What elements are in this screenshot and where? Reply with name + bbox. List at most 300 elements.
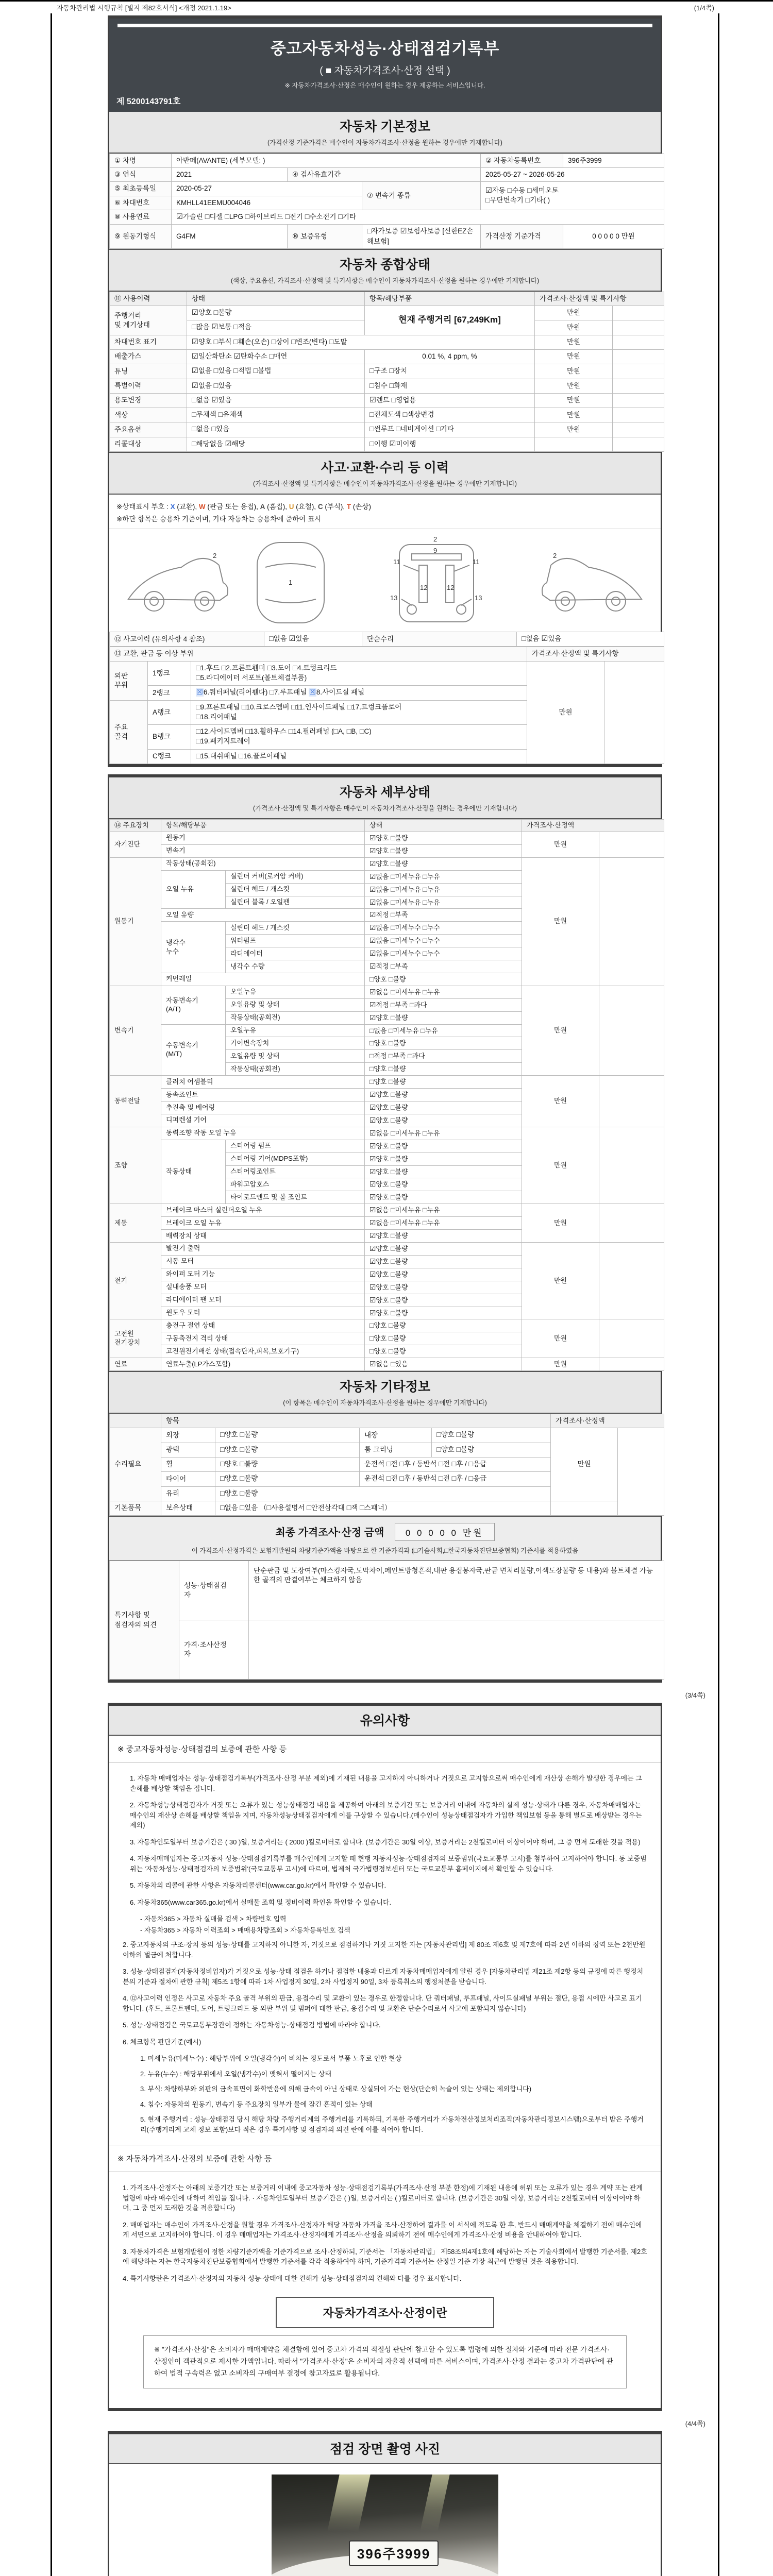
table-cell: 만원 — [522, 1127, 599, 1204]
notice-item: 4. 자동차매매업자는 중고자동차 성능·상태점검기록부를 매수인에게 고지할 때 현행 자동차성능·상태점검자의 보증범위(국토교통부 고시)를 첨부하여 고지하여야 합니다. 동 보증범위는 '자동차성능·상태점검자의 보증범위'(국토교통부 고시)에 따르며, 법제처 국가법령정보센터 또는 국토교통부 홈페이지에서 확인할 수 있습니다. — [130, 1855, 647, 1873]
table-cell: 2021 — [172, 168, 288, 182]
table-cell: 특별이력 — [110, 379, 187, 393]
empty-checkbox: □ — [245, 727, 250, 736]
table-cell: ☑양호 □불량 — [365, 1165, 522, 1178]
block-page1 — [108, 15, 662, 767]
table-cell: 유리 — [161, 1486, 215, 1501]
table-cell: 작동상태 — [161, 1140, 226, 1204]
notice-criteria-item: 4. 침수: 자동차의 원동기, 변속기 등 주요장치 일부가 물에 잠긴 흔적이 있는 상태 — [140, 2100, 373, 2108]
table-cell: 가격·조사산정 자 — [179, 1620, 249, 1680]
mark-t: T — [346, 503, 351, 511]
table-cell: □12.사이드멤버 □13.휠하우스 □14.필러패널 (□A, □B, □C) □19.패키지트레이 — [191, 725, 527, 750]
checked-checkbox: ☑ — [369, 1360, 376, 1368]
empty-checkbox: □ — [391, 1155, 395, 1163]
table-cell: □적정 □부족 □과다 — [365, 1050, 522, 1063]
empty-checkbox: □ — [291, 337, 296, 346]
checked-checkbox: ☑ — [192, 308, 198, 317]
table-cell — [613, 306, 664, 320]
section-title: 자동차 세부상태 — [340, 785, 430, 800]
notice-item: 4. ⑫사고이력 인정은 사고로 자동차 주요 골격 부위의 판금, 용접수리 및 교환이 있는 경우로 한정합니다. 단 쿼터패널, 루프패널, 사이드실패널 부위는 절단, 용접 시에만 사고로 표기합니다. (후드, 프론트펜더, 도어, 트렁크리드 등 외판 부위 및 범퍼에 대한 판금, 용접수리 및 교환은 단순수리로서 사고에 포함되지 않습니다) — [123, 1994, 642, 2012]
empty-checkbox: □ — [389, 1347, 393, 1355]
legend-line-1 — [116, 501, 653, 511]
checked-checkbox: ☑ — [211, 396, 219, 404]
table-cell: □무채색 □유채색 — [187, 408, 365, 422]
empty-checkbox: □ — [391, 1091, 395, 1099]
table-cell: □없음 ☑있음 — [517, 632, 664, 647]
table-cell: 가격산정 기준가격 — [481, 225, 563, 249]
price-survey-definition — [143, 2297, 627, 2388]
table-cell: 작동상태(공회전) — [161, 857, 365, 870]
table-cell: ☑없음 □미세누수 □누수 — [365, 922, 522, 935]
table-cell: 스티어링 펌프 — [226, 1140, 365, 1153]
notice-item: 3. 자동차가격은 보험개발원이 정한 차량기준가액을 기준가격으로 조사·산정하되, 기준서는 「자동차관리법」 제58조의4제1호에 해당하는 자는 기술사회에서 발행한 기준서를, 제2호에 해당하는 자는 한국자동차진단보증협회에서 발행한 기준서를 각각 적용하여야 하며, 기준가격과 기준서는 산정일 기준 가장 최근에 발행된 것을 적용합니다. — [123, 2247, 647, 2266]
empty-checkbox: □ — [369, 1052, 374, 1060]
x-marked-checkbox: ☒ — [309, 688, 316, 697]
checked-checkbox: ☑ — [369, 834, 376, 842]
damage-parts-table — [109, 647, 661, 764]
table-cell: □양호 □불량 — [365, 1319, 522, 1332]
document-page — [51, 13, 719, 2576]
table-cell: 오일누유 — [226, 986, 365, 998]
table-cell: ⑦ 변속기 종류 — [362, 182, 481, 210]
empty-checkbox: □ — [389, 381, 394, 390]
block-page2 — [108, 774, 662, 1683]
table-cell: ☑적정 □부족 — [365, 960, 522, 973]
page-indicator-1: (1/4쪽) — [694, 4, 714, 12]
mark-w-desc: (판금 또는 용접), — [205, 503, 260, 511]
page-indicator-4: (4/4쪽) — [685, 2419, 705, 2428]
table-cell: □양호 □불량 — [432, 1443, 551, 1457]
table-cell: ☑양호 □불량 — [365, 1294, 522, 1307]
table-cell: ⑧ 사용연료 — [110, 210, 172, 224]
notice-item: 2. 중고자동차의 구조·장치 등의 성능·상태를 고지하지 아니한 자, 거짓으로 점검하거나 거짓 고지한 자는 [자동차관리법] 제 80조 제6호 및 제7호에 따라 2년 이하의 징역 또는 2천만원 이하의 벌금에 처합니다. — [123, 1941, 646, 1959]
checked-checkbox: ☑ — [369, 846, 376, 855]
top-border — [0, 0, 773, 2]
table-cell: 외장 — [161, 1428, 215, 1443]
table-cell — [599, 857, 664, 986]
empty-checkbox: □ — [211, 425, 216, 434]
table-cell: □침수 □화재 — [365, 379, 535, 393]
table-cell: ⑩ 보증유형 — [288, 225, 362, 249]
diagram-number: 2 — [433, 535, 438, 544]
diagram-number: 1 — [289, 579, 293, 587]
table-cell: 전기 — [110, 1242, 161, 1319]
document-number: 제 5200143791호 — [116, 97, 181, 106]
table-cell — [604, 661, 664, 764]
table-cell: 만원 — [535, 379, 613, 393]
table-cell: 윈도우 모터 — [161, 1307, 365, 1319]
mark-x: X — [170, 503, 175, 511]
empty-checkbox: □ — [391, 1180, 395, 1189]
mark-a-desc: (흠집), — [265, 503, 289, 511]
checked-checkbox: ☑ — [192, 352, 198, 361]
empty-checkbox: □ — [205, 212, 210, 221]
table-cell: ☑양호 □불량 — [365, 1255, 522, 1268]
table-cell: 성능·상태점검 자 — [179, 1561, 249, 1620]
table-cell: ☑없음 □미세누유 □누유 — [365, 870, 522, 883]
table-cell: 실린더 헤드 / 개스킷 — [226, 883, 365, 896]
checked-checkbox: ☑ — [389, 439, 396, 448]
table-cell: 조향 — [110, 1127, 161, 1204]
table-cell — [613, 379, 664, 393]
table-cell: B랭크 — [148, 725, 191, 750]
table-cell — [599, 1242, 664, 1319]
table-cell: 파워고압호스 — [226, 1178, 365, 1191]
table-cell: ☑양호 □불량 — [365, 1114, 522, 1127]
checked-checkbox: ☑ — [369, 1001, 376, 1009]
section-comprehensive-title — [109, 249, 661, 292]
empty-checkbox: □ — [423, 885, 427, 893]
section-title: 자동차 기본정보 — [340, 120, 430, 134]
table-cell: ☑가솔린 □디젤 □LPG □하이브리드 □전기 □수소전기 □기타 — [172, 210, 664, 224]
inspection-photo-front — [272, 2475, 498, 2576]
empty-checkbox: □ — [369, 367, 374, 376]
empty-checkbox: □ — [423, 1206, 427, 1214]
empty-checkbox: □ — [391, 950, 395, 958]
table-cell: 2랭크 — [148, 686, 191, 700]
notice-heading-c: ※ 자동차가격조사·산정의 보증에 관한 사항 등 — [109, 2145, 661, 2172]
header-stripe — [117, 24, 652, 27]
table-cell: 운전석 □전 □후 / 동반석 □전 □후 / □응급 — [360, 1472, 551, 1486]
empty-checkbox: □ — [213, 367, 219, 376]
empty-checkbox: □ — [240, 1503, 245, 1512]
section-subtitle: (가격산정 기준가격은 매수인이 자동차가격조사·산정을 원하는 경우에만 기재합니다) — [267, 139, 502, 146]
section-title: 점검 장면 촬영 사진 — [329, 2442, 441, 2456]
empty-checkbox: □ — [439, 1475, 443, 1483]
table-cell: 고전원 전기장치 — [110, 1319, 161, 1358]
empty-checkbox: □ — [525, 196, 530, 205]
table-cell: 연료누출(LP가스포함) — [161, 1358, 365, 1371]
table-cell: 튜닝 — [110, 364, 187, 379]
empty-checkbox: □ — [192, 425, 196, 434]
checked-checkbox: ☑ — [369, 1244, 376, 1252]
table-cell: ☑없음 □있음 — [365, 1358, 522, 1371]
table-cell: □양호 □불량 — [432, 1428, 551, 1443]
form-reference: 자동차관리법 시행규칙 [별지 제82호서식] <개정 2021.1.19> — [57, 4, 231, 12]
table-cell: ☑양호 □불량 — [365, 1178, 522, 1191]
table-cell: □전체도색 □색상변경 — [365, 408, 535, 422]
notice-item: 6. 자동차365(www.car365.go.kr)에서 실매물 조회 및 정비이력 확인을 확인할 수 있습니다. — [130, 1898, 392, 1906]
empty-checkbox: □ — [391, 859, 395, 868]
table-cell: 스티어링 기어(MDPS포함) — [226, 1153, 365, 1165]
empty-checkbox: □ — [241, 703, 246, 711]
table-cell: 추진축 및 베어링 — [161, 1101, 365, 1114]
table-cell: 항목/해당부품 — [161, 820, 365, 832]
table-cell: 만원 — [535, 320, 613, 335]
empty-checkbox: □ — [391, 1104, 395, 1112]
checked-checkbox: ☑ — [369, 1283, 376, 1291]
empty-checkbox: □ — [391, 1270, 395, 1278]
empty-checkbox: □ — [468, 1475, 474, 1483]
table-cell: 광택 — [161, 1443, 215, 1457]
table-cell: ☑없음 □미세누유 □누유 — [365, 986, 522, 998]
table-cell: ⑨ 원동기형식 — [110, 225, 172, 249]
section-basic-title — [109, 112, 661, 154]
table-cell: □없음 □있음 — [187, 422, 365, 437]
notice-item: 2. 자동차성능상태점검자가 거짓 또는 오류가 있는 성능상태점검 내용을 제공하여 아래의 보증기간 또는 보증거리 이내에 자동차의 실제 성능·상태가 다른 경우, 자동차매매업자는 매수인의 재산상 손해를 배상할 책임을 지며, 자동차성능상태점검자에게 이를 구상할 수 있습니다.(매수인이 성능상태점검자가 가입한 책임보험 등을 통해 별도로 배상받는 경우는 제외) — [130, 1801, 642, 1829]
checked-checkbox: ☑ — [369, 1104, 376, 1112]
notice-sub-item: - 자동차365 > 자동차 실매물 검색 > 차량번호 입력 — [140, 1915, 287, 1923]
table-cell: 실린더 커버(로커암 커버) — [226, 870, 365, 883]
empty-checkbox: □ — [192, 323, 196, 332]
empty-checkbox: □ — [391, 1167, 395, 1176]
empty-checkbox: □ — [396, 425, 401, 434]
table-cell: 만원 — [535, 349, 613, 364]
empty-checkbox: □ — [369, 411, 374, 419]
empty-checkbox: □ — [391, 1232, 395, 1240]
empty-checkbox: □ — [391, 872, 395, 880]
table-cell: □양호 □불량 — [365, 1332, 522, 1345]
diagram-number: 12 — [420, 584, 428, 592]
table-cell: 실내송풍 모터 — [161, 1281, 365, 1294]
table-cell: ☑양호 □불량 — [187, 306, 365, 320]
empty-checkbox: □ — [391, 1129, 395, 1137]
meta-row — [57, 3, 714, 12]
license-plate: 396주3999 — [349, 2540, 439, 2566]
table-cell: 자동변속기 (A/T) — [161, 986, 226, 1024]
empty-checkbox: □ — [485, 196, 490, 205]
legend-prefix: ※상태표시 부호 : — [116, 503, 171, 511]
notice-item: 5. 성능·상태점검은 국토교통부장관이 정하는 자동차성능·상태점검 방법에 따라야 합니다. — [123, 2021, 381, 2029]
section-subtitle: (이 항목은 매수인이 자동차가격조사·산정을 원하는 경우에만 기재합니다) — [283, 1399, 487, 1407]
empty-checkbox: □ — [270, 688, 274, 697]
table-cell: 만원 — [535, 364, 613, 379]
table-cell: ☑없음 □미세누수 □누수 — [365, 947, 522, 960]
mark-u-desc: (요철), — [294, 503, 318, 511]
empty-checkbox: □ — [391, 988, 395, 996]
table-cell: 만원 — [522, 1358, 599, 1371]
mark-w: W — [198, 503, 206, 511]
empty-checkbox: □ — [196, 737, 200, 746]
table-cell: 색상 — [110, 408, 187, 422]
empty-checkbox: □ — [233, 323, 238, 332]
table-cell — [110, 1414, 161, 1428]
checked-checkbox: ☑ — [369, 1180, 376, 1189]
checked-checkbox: ☑ — [369, 1309, 376, 1317]
empty-checkbox: □ — [369, 425, 374, 434]
empty-checkbox: □ — [196, 752, 200, 760]
table-cell: □없음 □있음 （□사용설명서 □안전삼각대 □잭 □스패너） — [215, 1501, 551, 1515]
section-subtitle: (색상, 주요옵션, 가격조사·산정액 및 특기사항은 매수인이 자동차가격조사·산정을 원하는 경우에만 기재합니다) — [230, 277, 540, 284]
table-cell: 라디에이터 — [226, 947, 365, 960]
table-cell: 만원 — [535, 393, 613, 408]
diagram-number: 2 — [553, 552, 557, 560]
empty-checkbox: □ — [220, 1460, 225, 1468]
table-cell: □양호 □불량 — [215, 1486, 551, 1501]
checked-checkbox: ☑ — [233, 352, 241, 361]
table-cell: □15.대쉬패널 □16.플로어패널 — [191, 749, 527, 764]
empty-checkbox: □ — [271, 337, 276, 346]
table-cell: □양호 □불량 — [365, 1063, 522, 1076]
checked-checkbox: ☑ — [225, 439, 232, 448]
empty-checkbox: □ — [245, 212, 250, 221]
table-cell: 배출가스 — [110, 349, 187, 364]
empty-checkbox: □ — [391, 1283, 395, 1291]
notice-body-a — [109, 1762, 661, 2145]
table-cell: 만원 — [527, 661, 604, 764]
empty-checkbox: □ — [391, 1206, 395, 1214]
empty-checkbox: □ — [391, 885, 395, 893]
empty-checkbox: □ — [220, 1431, 225, 1439]
empty-checkbox: □ — [391, 911, 395, 919]
empty-checkbox: □ — [391, 1244, 395, 1252]
empty-checkbox: □ — [288, 727, 293, 736]
table-cell: 변속기 — [161, 844, 365, 857]
checked-checkbox: ☑ — [369, 911, 376, 919]
checked-checkbox: ☑ — [192, 367, 198, 376]
table-cell: ☑자동 □수동 □세미오토 □무단변속기 □기타( ) — [481, 182, 664, 210]
empty-checkbox: □ — [293, 664, 297, 672]
table-cell: ☑양호 □불량 — [365, 844, 522, 857]
empty-checkbox: □ — [369, 381, 374, 390]
empty-checkbox: □ — [369, 1065, 374, 1073]
empty-checkbox: □ — [391, 898, 395, 906]
empty-checkbox: □ — [423, 924, 427, 932]
empty-checkbox: □ — [369, 439, 374, 448]
table-cell — [613, 393, 664, 408]
table-cell: □9.프론트패널 □10.크로스멤버 □11.인사이드패널 □17.트렁크플로어 □18.리어패널 — [191, 700, 527, 725]
table-cell: 특기사항 및 점검자의 의견 — [110, 1561, 179, 1680]
empty-checkbox: □ — [391, 924, 395, 932]
empty-checkbox: □ — [386, 1475, 391, 1483]
table-cell: ☑없음 □있음 — [187, 379, 365, 393]
table-cell: A랭크 — [148, 700, 191, 725]
empty-checkbox: □ — [391, 937, 395, 945]
photo-glare — [420, 2475, 449, 2531]
notice-item: 2. 매매업자는 매수인이 가격조사·산정을 원할 경우 가격조사·산정자가 해당 자동차 가격을 조사·산정하여 결과를 이 서식에 적도록 한 후, 반드시 매매계약을 체결하기 전에 매수인에게 서면으로 고지하여야 합니다. 이 경우 매매업자는 가격조사·산정자에게 가격조사·산정을 의뢰하기 전에 매수인에게 가격조사·산정 비용을 안내하여야 합니다. — [123, 2221, 642, 2239]
checked-checkbox: ☑ — [369, 988, 376, 996]
table-cell: □양호 □불량 — [365, 1345, 522, 1358]
block-photos-sign — [108, 2431, 662, 2576]
checked-checkbox: ☑ — [369, 1219, 376, 1227]
table-cell: ⑤ 최초등록일 — [110, 182, 172, 196]
empty-checkbox: □ — [240, 1445, 245, 1454]
table-cell: ☑없음 □미세누유 □누유 — [365, 883, 522, 896]
table-cell — [613, 364, 664, 379]
checked-checkbox: ☑ — [369, 1091, 376, 1099]
table-cell: 냉각수 수량 — [226, 960, 365, 973]
checked-checkbox: ☑ — [369, 1129, 376, 1137]
empty-checkbox: □ — [369, 1078, 374, 1086]
etc-info-table — [109, 1414, 661, 1516]
table-cell: ☑양호 □불량 — [365, 1140, 522, 1153]
empty-checkbox: □ — [240, 1460, 245, 1468]
section-title: 사고·교환·수리 등 이력 — [321, 461, 449, 476]
table-cell — [613, 437, 664, 451]
price-survey-note: ※ 자동차가격조사·산정은 매수인이 원하는 경우 제공하는 서비스입니다. — [284, 82, 485, 89]
page-indicator-3: (3/4쪽) — [685, 1691, 705, 1700]
table-cell: 실린더 헤드 / 개스킷 — [226, 922, 365, 935]
table-cell: □양호 □불량 — [215, 1457, 360, 1471]
table-cell — [613, 349, 664, 364]
empty-checkbox: □ — [386, 1460, 391, 1468]
empty-checkbox: □ — [399, 1460, 404, 1468]
table-cell: ☑양호 □불량 — [365, 1011, 522, 1024]
checked-checkbox: ☑ — [369, 396, 376, 404]
document-title: 중고자동차성능·상태점검기록부 — [270, 40, 500, 58]
table-cell: ☑없음 □있음 □적법 □불법 — [187, 364, 365, 379]
notice-sub-item: - 자동차365 > 자동차 이력조회 > 매매용차량조회 > 자동차등록번호 검색 — [140, 1926, 350, 1934]
diagram-number: 9 — [433, 547, 438, 555]
price-survey-definition-text: ※ "가격조사·산정"은 소비자가 매매계약을 체결함에 있어 중고차 가격의 적절성 판단에 참고할 수 있도록 법령에 의한 절차와 기준에 따라 전문 가격조사·산정인이 객관적으로 제시한 가액입니다. 따라서 "가격조사·산정"은 소비자의 자율적 선택에 따른 서비스이며, 가격조사·산정 결과는 중고차 가격판단에 관하여 법적 구속력은 없고 소비자의 구매여부 결정에 참고자료로 활용됩니다. — [143, 2335, 627, 2388]
table-cell: □양호 □불량 — [215, 1428, 360, 1443]
empty-checkbox: □ — [436, 1431, 441, 1439]
table-cell: ☑렌트 □영업용 — [365, 393, 535, 408]
mark-x-desc: (교환), — [175, 503, 199, 511]
checked-checkbox: ☑ — [541, 635, 548, 643]
section-title: 자동차 종합상태 — [340, 257, 430, 272]
car-underbody-view — [399, 545, 474, 622]
empty-checkbox: □ — [196, 703, 200, 711]
checked-checkbox: ☑ — [369, 1013, 376, 1022]
empty-checkbox: □ — [221, 664, 226, 672]
diagram-number: 11 — [393, 558, 400, 566]
empty-checkbox: □ — [267, 664, 272, 672]
notice-item: 3. 자동차인도일부터 보증기간은 ( 30 )일, 보증거리는 ( 2000 )킬로미터로 합니다. (보증기간은 30일 이상, 보증거리는 2천킬로미터 이상이어야 하며, 그 중 먼저 도래한 것을 적용) — [130, 1838, 641, 1846]
table-cell: ⑪ 사용이력 — [110, 292, 187, 306]
section-subtitle: (가격조사·산정액 및 특기사항은 매수인이 자동차가격조사·산정을 원하는 경우에만 기재합니다) — [253, 805, 517, 812]
empty-checkbox: □ — [389, 1065, 393, 1073]
table-cell: 연료 — [110, 1358, 161, 1371]
table-cell: 상태 — [187, 292, 365, 306]
table-cell: ☑양호 □불량 — [365, 832, 522, 844]
table-cell: 가격조사·산정액 — [551, 1414, 664, 1428]
table-cell: ☑양호 □불량 — [365, 1101, 522, 1114]
empty-checkbox: □ — [391, 1360, 395, 1368]
empty-checkbox: □ — [329, 337, 334, 346]
table-cell — [599, 1076, 664, 1127]
empty-checkbox: □ — [391, 1309, 395, 1317]
table-cell: □없음 □미세누유 □누유 — [365, 1024, 522, 1037]
empty-checkbox: □ — [367, 227, 372, 236]
table-cell: 수리필요 — [110, 1428, 161, 1501]
table-cell: 만원 — [535, 408, 613, 422]
table-cell — [599, 1319, 664, 1358]
table-cell: 등속죠인트 — [161, 1089, 365, 1101]
empty-checkbox: □ — [423, 988, 427, 996]
table-cell: ② 자동차등록번호 — [481, 154, 563, 168]
table-cell: □많음 ☑보통 □적음 — [187, 320, 365, 335]
table-cell: 주요 골격 — [110, 700, 148, 764]
table-cell: □양호 □불량 — [365, 973, 522, 986]
table-cell — [613, 422, 664, 437]
table-cell: ☑적정 □부족 □과다 — [365, 998, 522, 1011]
empty-checkbox: □ — [456, 1431, 461, 1439]
empty-checkbox: □ — [423, 1219, 427, 1227]
empty-checkbox: □ — [391, 1142, 395, 1150]
final-price-amount: 0 0 0 0 0 만원 — [395, 1523, 495, 1541]
table-cell: 내장 — [360, 1428, 432, 1443]
section-title: 자동차 기타정보 — [340, 1380, 430, 1395]
empty-checkbox: □ — [391, 1193, 395, 1201]
photo-area — [109, 2464, 661, 2576]
table-cell: 단순수리 — [362, 632, 517, 647]
notice-criteria-item: 5. 현재 주행거리 : 성능·상태점검 당시 해당 차량 주행거리계의 주행거리를 기록하되, 기록한 주행거리가 자동차전산정보처리조직(자동차관리정보시스템)으로부터 받은 주행거리(주행거리계 교체 정보 포함)보다 적은 경우 특기사항 및 점검자의 의견 란에 이를 적어야 합니다. — [140, 2115, 644, 2133]
table-cell: 리콜대상 — [110, 437, 187, 451]
table-cell: 작동상태(공회전) — [226, 1011, 365, 1024]
table-cell: ⑬ 교환, 판금 등 이상 부위 — [110, 647, 527, 661]
empty-checkbox: □ — [423, 872, 427, 880]
checked-checkbox: ☑ — [369, 898, 376, 906]
table-cell: 스티어링조인트 — [226, 1165, 365, 1178]
table-cell: 주행거리 및 계기상태 — [110, 306, 187, 335]
table-cell: □이행 ☑미이행 — [365, 437, 535, 451]
table-cell: ☑없음 □미세누수 □누수 — [365, 935, 522, 947]
table-cell: 제동 — [110, 1204, 161, 1243]
table-cell: ☑없음 □미세누유 □누유 — [365, 896, 522, 909]
table-cell: 클러치 어셈블리 — [161, 1076, 365, 1089]
table-cell: ☑일산화탄소 ☑탄화수소 □매연 — [187, 349, 365, 364]
